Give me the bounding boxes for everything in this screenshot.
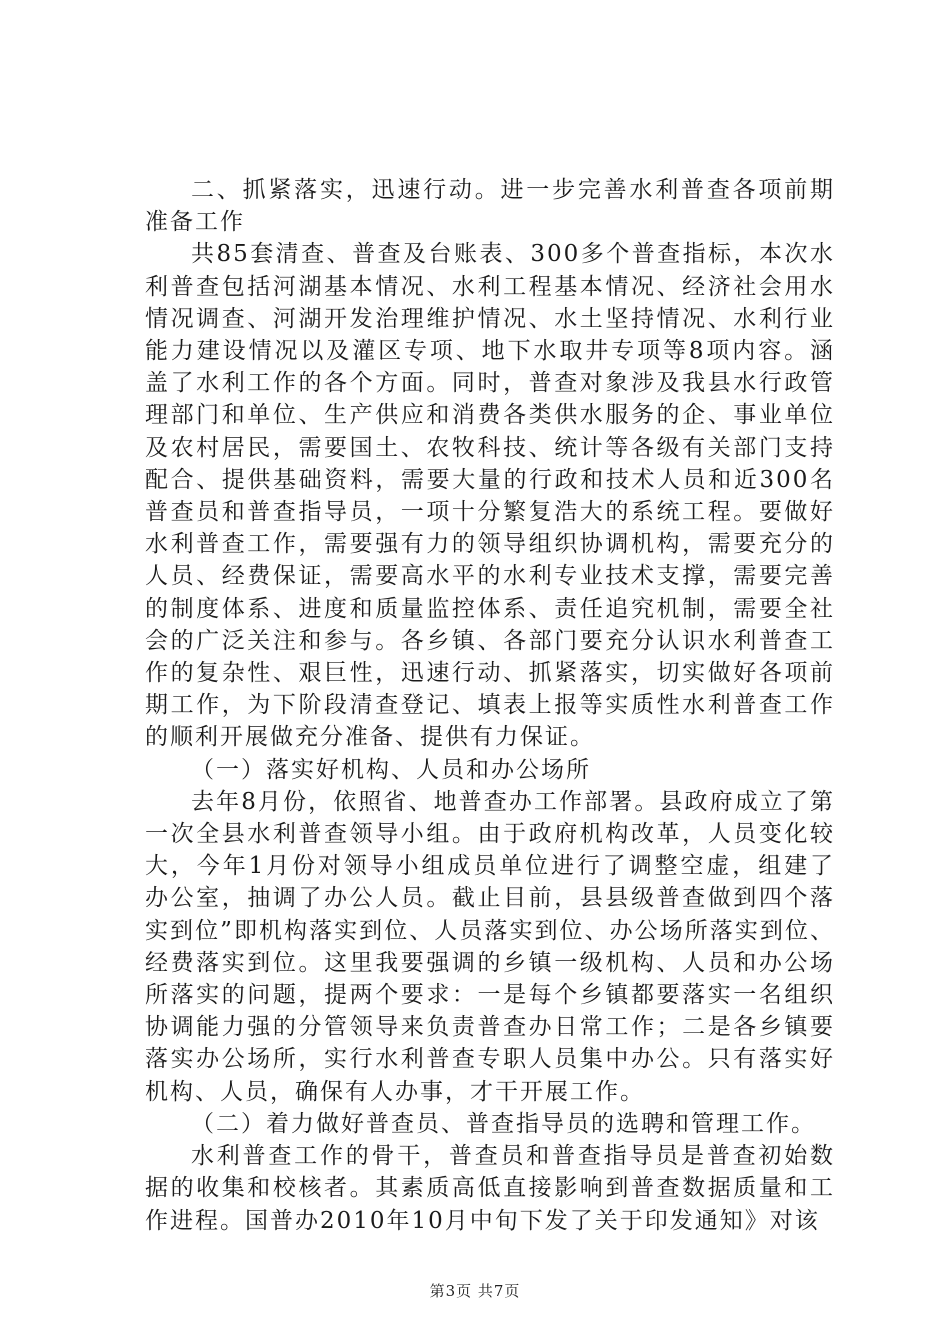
document-body: [145, 174, 835, 1237]
page-footer: 第3页 共7页: [429, 1282, 521, 1300]
body-paragraph: 水利普查工作的骨干，普查员和普查指导员是普查初始数据的收集和校核者。其素质高低直接影响到普查数据质量和工作进程。国普办2010年10月中旬下发了关于印发通知》对该: [145, 1143, 835, 1234]
subsection-heading: （二）着力做好普查员、普查指导员的选聘和管理工作。: [191, 1110, 816, 1137]
subsection-heading: （一）落实好机构、人员和办公场所: [191, 756, 591, 783]
body-paragraph: 共85套清查、普查及台账表、300多个普查指标，本次水利普查包括河湖基本情况、水利工程基本情况、经济社会用水情况调查、河湖开发治理维护情况、水土坚持情况、水利行业能力建设情况以及灌区专项、地下水取井专项等8项内容。涵盖了水利工作的各个方面。同时，普查对象涉及我县水行政管理部门和单位、生产供应和消费各类供水服务的企、事业单位及农村居民，需要国土、农牧科技、统计等各级有关部门支持配合、提供基础资料，需要大量的行政和技术人员和近300名普查员和普查指导员，一项十分繁复浩大的系统工程。要做好水利普查工作，需要强有力的领导组织协调机构，需要充分的人员、经费保证，需要高水平的水利专业技术支撑，需要完善的制度体系、进度和质量监控体系、责任追究机制，需要全社会的广泛关注和参与。各乡镇、各部门要充分认识水利普查工作的复杂性、艰巨性，迅速行动、抓紧落实，切实做好各项前期工作，为下阶段清查登记、填表上报等实质性水利普查工作的顺利开展做充分准备、提供有力保证。: [145, 241, 835, 751]
body-paragraph: 去年8月份，依照省、地普查办工作部署。县政府成立了第一次全县水利普查领导小组。由于政府机构改革，人员变化较大，今年1月份对领导小组成员单位进行了调整空虚，组建了办公室，抽调了办公人员。截止目前，县县级普查做到四个落实到位”即机构落实到位、人员落实到位、办公场所落实到位、经费落实到位。这里我要强调的乡镇一级机构、人员和办公场所落实的问题，提两个要求：一是每个乡镇都要落实一名组织协调能力强的分管领导来负责普查办日常工作；二是各乡镇要落实办公场所，实行水利普查专职人员集中办公。只有落实好机构、人员，确保有人办事，才干开展工作。: [145, 788, 835, 1105]
section-heading: 二、抓紧落实，迅速行动。进一步完善水利普查各项前期准备工作: [145, 177, 835, 236]
